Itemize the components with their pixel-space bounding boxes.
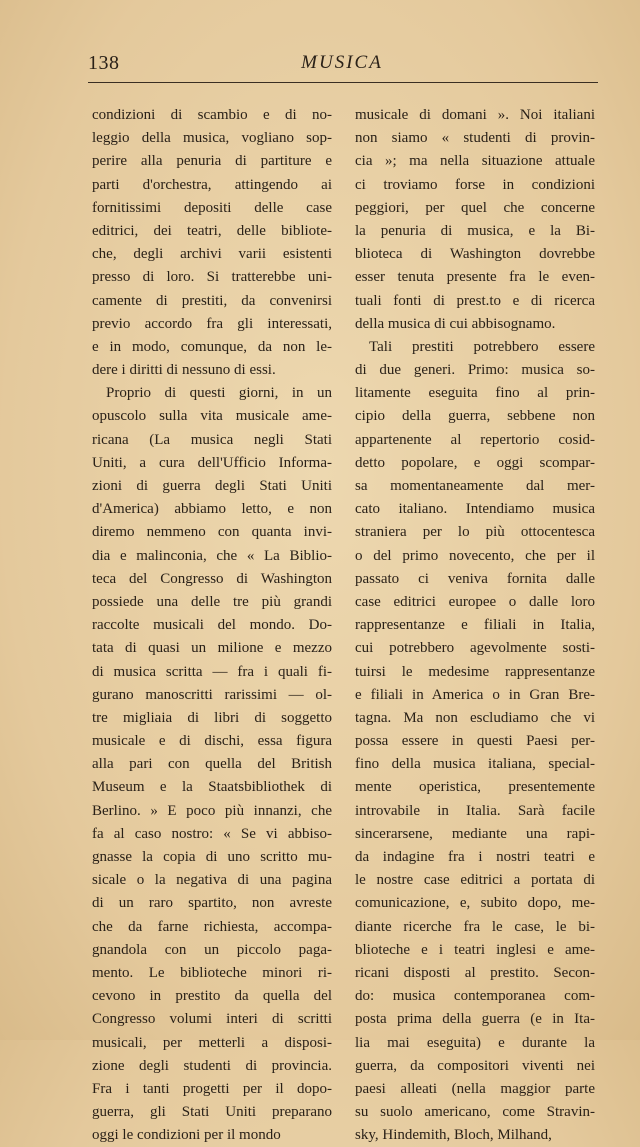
text-line: mente operistica, presentemente [355,779,595,796]
text-line: Tali prestiti potrebbero essere [369,338,595,355]
text-line: esser tenuta presente fra le even- [355,269,595,286]
text-line: guerra, da compositori viventi nei [355,1057,595,1074]
text-line: della musica di cui abbisognamo. [355,315,556,332]
text-line: paesi alleati (nella maggior parte [355,1080,595,1097]
text-line: musicale di domani ». Noi italiani [355,107,595,123]
text-line: opuscolo sulla vita musicale ame- [92,408,332,425]
text-line: mento. Le biblioteche minori ri- [92,964,332,981]
text-line: da indagine fra i nostri teatri e [355,849,595,865]
text-line: perire alla penuria di partiture e [92,153,332,170]
text-line: Museum e la Staatsbibliothek di [92,779,332,796]
text-line: le nostre case editrici a portata di [355,872,595,889]
text-line: presso di loro. Si tratterebbe uni- [92,269,332,286]
text-line: dere i diritti di nessuno di essi. [92,362,276,379]
text-line: case editrici europee o dalle loro [355,593,595,610]
text-line: e in modo, comunque, da non le- [92,338,332,355]
text-line: ci troviamo forse in condizioni [355,176,595,193]
text-line: litamente eseguita fino al prin- [355,385,595,402]
header-rule [88,82,598,83]
text-line: Berlino. » E poco più innanzi, che [92,802,332,819]
text-line: condizioni di scambio e di no- [92,107,332,123]
text-line: diremo nemmeno con quanta invi- [92,524,332,541]
text-line: guerra, gli Stati Uniti preparano [92,1104,332,1121]
page-header [88,52,596,78]
text-line: Uniti, a cura dell'Ufficio Informa- [92,454,332,471]
text-line: appartenente al repertorio cosid- [355,431,595,448]
text-line: tre migliaia di libri di soggetto [92,709,332,726]
text-line: posta prima della guerra (e in Ita- [355,1011,595,1028]
text-line: fornitissimi depositi delle case [92,199,332,216]
text-line: diante ricerche fra le case, le bi- [355,918,595,935]
text-line: d'America) abbiamo letto, e non [92,501,332,518]
text-line: camente di prestiti, da convenirsi [92,292,332,309]
text-line: fa al caso nostro: « Se vi abbiso- [92,825,332,842]
text-line: sincerarsene, mediante una rapi- [355,825,595,842]
text-line: zioni di guerra degli Stati Uniti [92,478,332,494]
text-line: o del primo novecento, che per il [355,547,595,564]
text-line: cevono in prestito da quella del [92,988,332,1005]
text-line: tuirsi le medesime rappresentanze [355,663,595,680]
text-line: su suolo americano, come Stravin- [355,1104,595,1121]
text-line: previo accordo fra gli interessati, [92,315,332,332]
left-text-column [92,104,332,1147]
text-line: cui potrebbero agevolmente sosti- [355,640,595,657]
text-line: tata di quasi un milione e mezzo [92,640,332,657]
text-line: teca del Congresso di Washington [92,570,332,587]
text-line: detto popolare, e oggi scompar- [355,454,595,471]
text-line: tagna. Ma non escludiamo che vi [355,709,595,726]
text-line: di musica scritta — fra i quali fi- [92,663,332,680]
text-line: fino della musica italiana, special- [355,756,595,773]
text-line: cato italiano. Intendiamo musica [355,501,595,518]
text-line: introvabile in Italia. Sarà facile [355,802,595,819]
text-line: peggiori, per quel che concerne [355,199,595,216]
text-line: e filiali in America o in Gran Bre- [355,686,595,703]
text-line: zione degli studenti di provincia. [92,1057,332,1074]
text-line: Congresso volumi interi di scritti [92,1011,332,1028]
text-line: parti d'orchestra, attingendo ai [92,176,332,193]
text-line: musicali, per metterli a disposi- [92,1034,332,1051]
text-line: Proprio di questi giorni, in un [106,385,332,402]
text-line: Fra i tanti progetti per il dopo- [92,1080,332,1097]
running-head: MUSICA [301,52,383,73]
right-text-column [355,104,595,1147]
text-line: musicale e di dischi, essa figura [92,733,332,750]
text-line: editrici, dei teatri, delle bibliote- [92,222,332,239]
text-line: che, degli archivi varii esistenti [92,246,332,263]
text-line: di due generi. Primo: musica so- [355,362,595,379]
text-line: tuali fonti di prest.to e di ricerca [355,292,595,309]
text-line: comunicazione, e, subito dopo, me- [355,895,595,912]
text-line: sky, Hindemith, Bloch, Milhand, [355,1127,552,1144]
text-line: dia e malinconia, che « La Biblio- [92,547,332,564]
text-line: non siamo « studenti di provin- [355,130,595,147]
text-line: rappresentanze e filiali in Italia, [355,617,595,634]
text-line: raccolte musicali del mondo. Do- [92,617,332,634]
text-line: sicale o la negativa di una pagina [92,872,332,889]
text-line: cia »; ma nella situazione attuale [355,153,595,170]
text-line: la penuria di musica, e la Bi- [355,222,595,239]
text-line: di un raro spartito, non avreste [92,895,332,912]
text-line: ricani disposti al prestito. Secon- [355,964,595,981]
text-line: gnasse la copia di uno scritto mu- [92,849,332,865]
text-line: ricana (La musica negli Stati [92,431,332,448]
text-line: che da farne richiesta, accompa- [92,918,332,935]
text-line: oggi le condizioni per il mondo [92,1127,281,1144]
page-number: 138 [88,52,120,74]
text-line: possa essere in questi Paesi per- [355,733,595,750]
text-line: possiede una delle tre più grandi [92,593,332,610]
text-line: blioteca di Washington dovrebbe [355,246,595,263]
text-line: passato ci veniva fornita dalle [355,570,595,587]
text-line: lia mai eseguita) e durante la [355,1034,595,1051]
text-line: straniera per lo più ottocentesca [355,524,595,541]
text-line: alla pari con quella del British [92,756,332,773]
text-line: cipio della guerra, sebbene non [355,408,595,425]
text-line: leggio della musica, vogliano sop- [92,130,332,147]
text-line: gurano manoscritti rarissimi — ol- [92,686,332,703]
text-line: do: musica contemporanea com- [355,988,595,1005]
text-line: gnandola con un piccolo paga- [92,941,332,958]
text-line: sa momentaneamente dal mer- [355,478,595,494]
text-line: blioteche e i teatri inglesi e ame- [355,941,595,958]
